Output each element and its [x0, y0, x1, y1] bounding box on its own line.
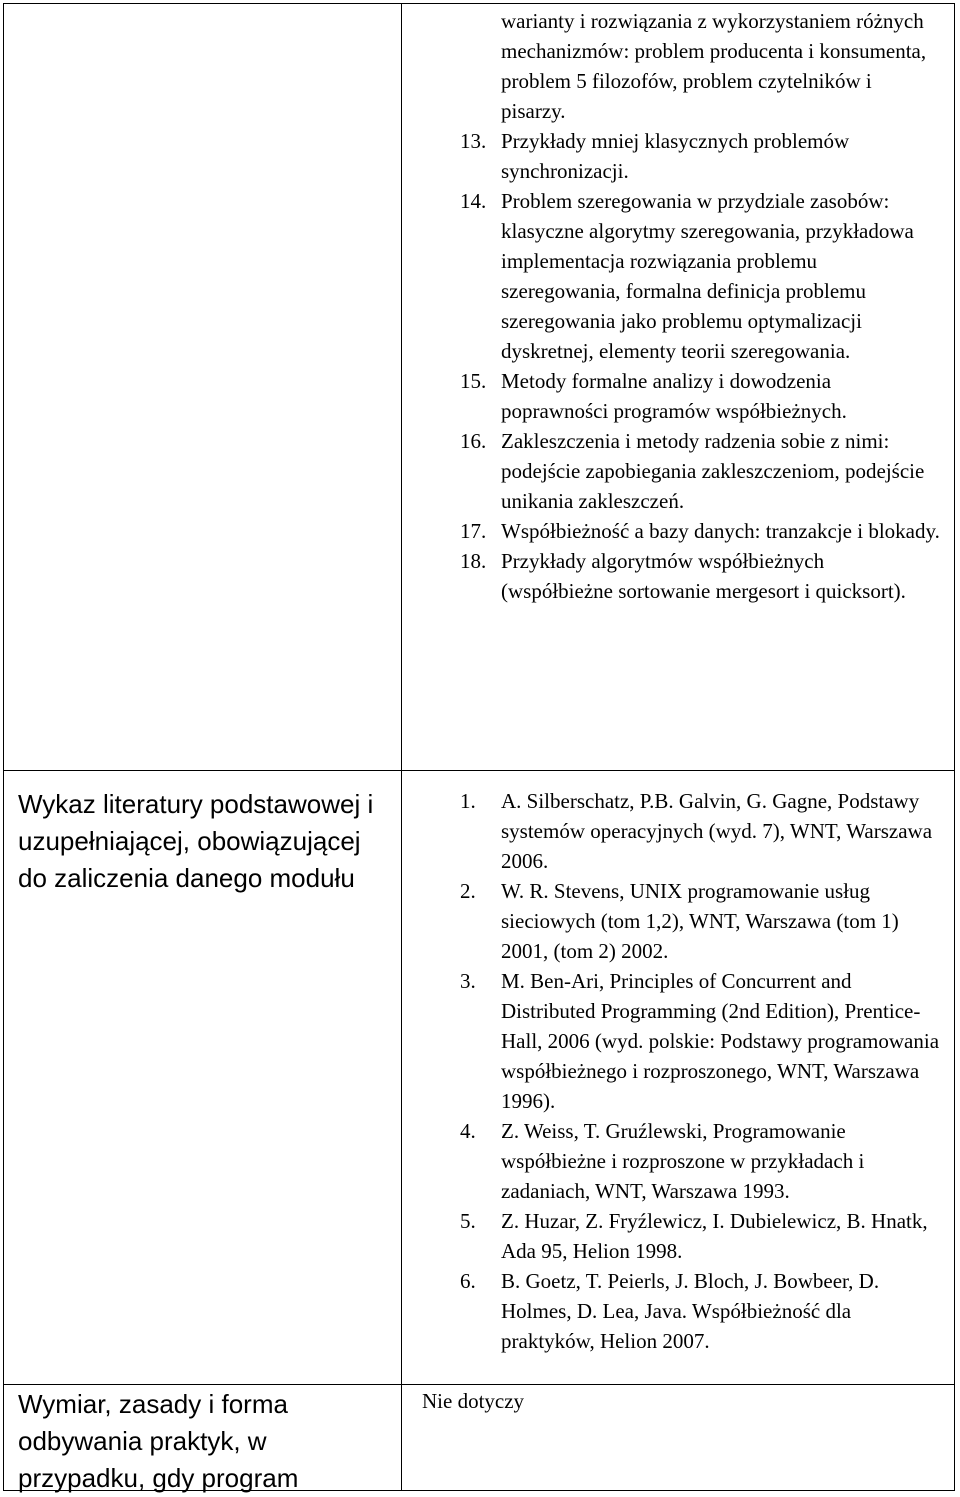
topic-number: 18.	[460, 549, 487, 573]
reference-number: 2.	[460, 879, 476, 903]
reference-text: Z. Huzar, Z. Fryźlewicz, I. Dubielewicz, B. Hnatk, Ada 95, Helion 1998.	[501, 1209, 928, 1263]
practice-value: Nie dotyczy	[422, 1389, 525, 1413]
topic-item	[420, 426, 940, 516]
topic-number: 14.	[460, 189, 487, 213]
topic-text: Przykłady algorytmów współbieżnych (współbieżne sortowanie mergesort i quicksort).	[501, 549, 906, 603]
topic-text: Problem szeregowania w przydziale zasobów: klasyczne algorytmy szeregowania, przykładowa implementacja rozwiązania problemu szeregowania, formalna definicja problemu szeregowania jako problemu optymalizacji dyskretnej, elementy teorii szeregowania.	[501, 189, 914, 363]
column-divider	[401, 3, 402, 1491]
reference-number: 3.	[460, 969, 476, 993]
reference-text: A. Silberschatz, P.B. Galvin, G. Gagne, Podstawy systemów operacyjnych (wyd. 7), WNT, Warszawa 2006.	[501, 789, 933, 873]
reference-text: B. Goetz, T. Peierls, J. Bloch, J. Bowbeer, D. Holmes, D. Lea, Java. Współbieżność dla praktyków, Helion 2007.	[501, 1269, 880, 1353]
reference-number: 1.	[460, 789, 476, 813]
row-divider-practice	[3, 1384, 955, 1385]
reference-text: W. R. Stevens, UNIX programowanie usług sieciowych (tom 1,2), WNT, Warszawa (tom 1) 2001, (tom 2) 2002.	[501, 879, 899, 963]
topic-text: Metody formalne analizy i dowodzenia poprawności programów współbieżnych.	[501, 369, 847, 423]
reference-number: 5.	[460, 1209, 476, 1233]
reference-text: Z. Weiss, T. Gruźlewski, Programowanie współbieżne i rozproszone w przykładach i zadaniach, WNT, Warszawa 1993.	[501, 1119, 865, 1203]
topic-item	[420, 366, 940, 426]
reference-item	[420, 966, 940, 1116]
reference-item	[420, 786, 940, 876]
reference-number: 4.	[460, 1119, 476, 1143]
topic-text: Współbieżność a bazy danych: tranzakcje i blokady.	[501, 519, 940, 543]
topic-item	[420, 546, 940, 606]
literature-cell	[420, 786, 940, 1356]
topic-number: 16.	[460, 429, 487, 453]
topic-text: Zakleszczenia i metody radzenia sobie z nimi: podejście zapobiegania zakleszczeniom, podejście unikania zakleszczeń.	[501, 429, 925, 513]
topic-number: 17.	[460, 519, 487, 543]
topic-text: Przykłady mniej klasycznych problemów synchronizacji.	[501, 129, 850, 183]
topic-number: 13.	[460, 129, 487, 153]
topic-item	[420, 126, 940, 186]
reference-text: M. Ben-Ari, Principles of Concurrent and Distributed Programming (2nd Edition), Prentice-Hall, 2006 (wyd. polskie: Podstawy programowania współbieżnego i rozproszonego, WNT, Warszawa 1996).	[501, 969, 940, 1113]
topic-item	[420, 186, 940, 366]
topics-cell	[420, 6, 940, 606]
topic-item	[420, 516, 940, 546]
topic-number: 15.	[460, 369, 487, 393]
reference-item	[420, 1206, 940, 1266]
reference-item	[420, 1116, 940, 1206]
row-divider-literature	[3, 770, 955, 771]
reference-number: 6.	[460, 1269, 476, 1293]
practice-label: Wymiar, zasady i forma odbywania praktyk, w przypadku, gdy program	[18, 1389, 299, 1493]
literature-label: Wykaz literatury podstawowej i uzupełniającej, obowiązującej do zaliczenia danego modułu	[18, 789, 374, 893]
reference-item	[420, 1266, 940, 1356]
topic-continuation: warianty i rozwiązania z wykorzystaniem różnych mechanizmów: problem producenta i konsumenta, problem 5 filozofów, problem czytelników i pisarzy.	[501, 9, 927, 123]
reference-item	[420, 876, 940, 966]
